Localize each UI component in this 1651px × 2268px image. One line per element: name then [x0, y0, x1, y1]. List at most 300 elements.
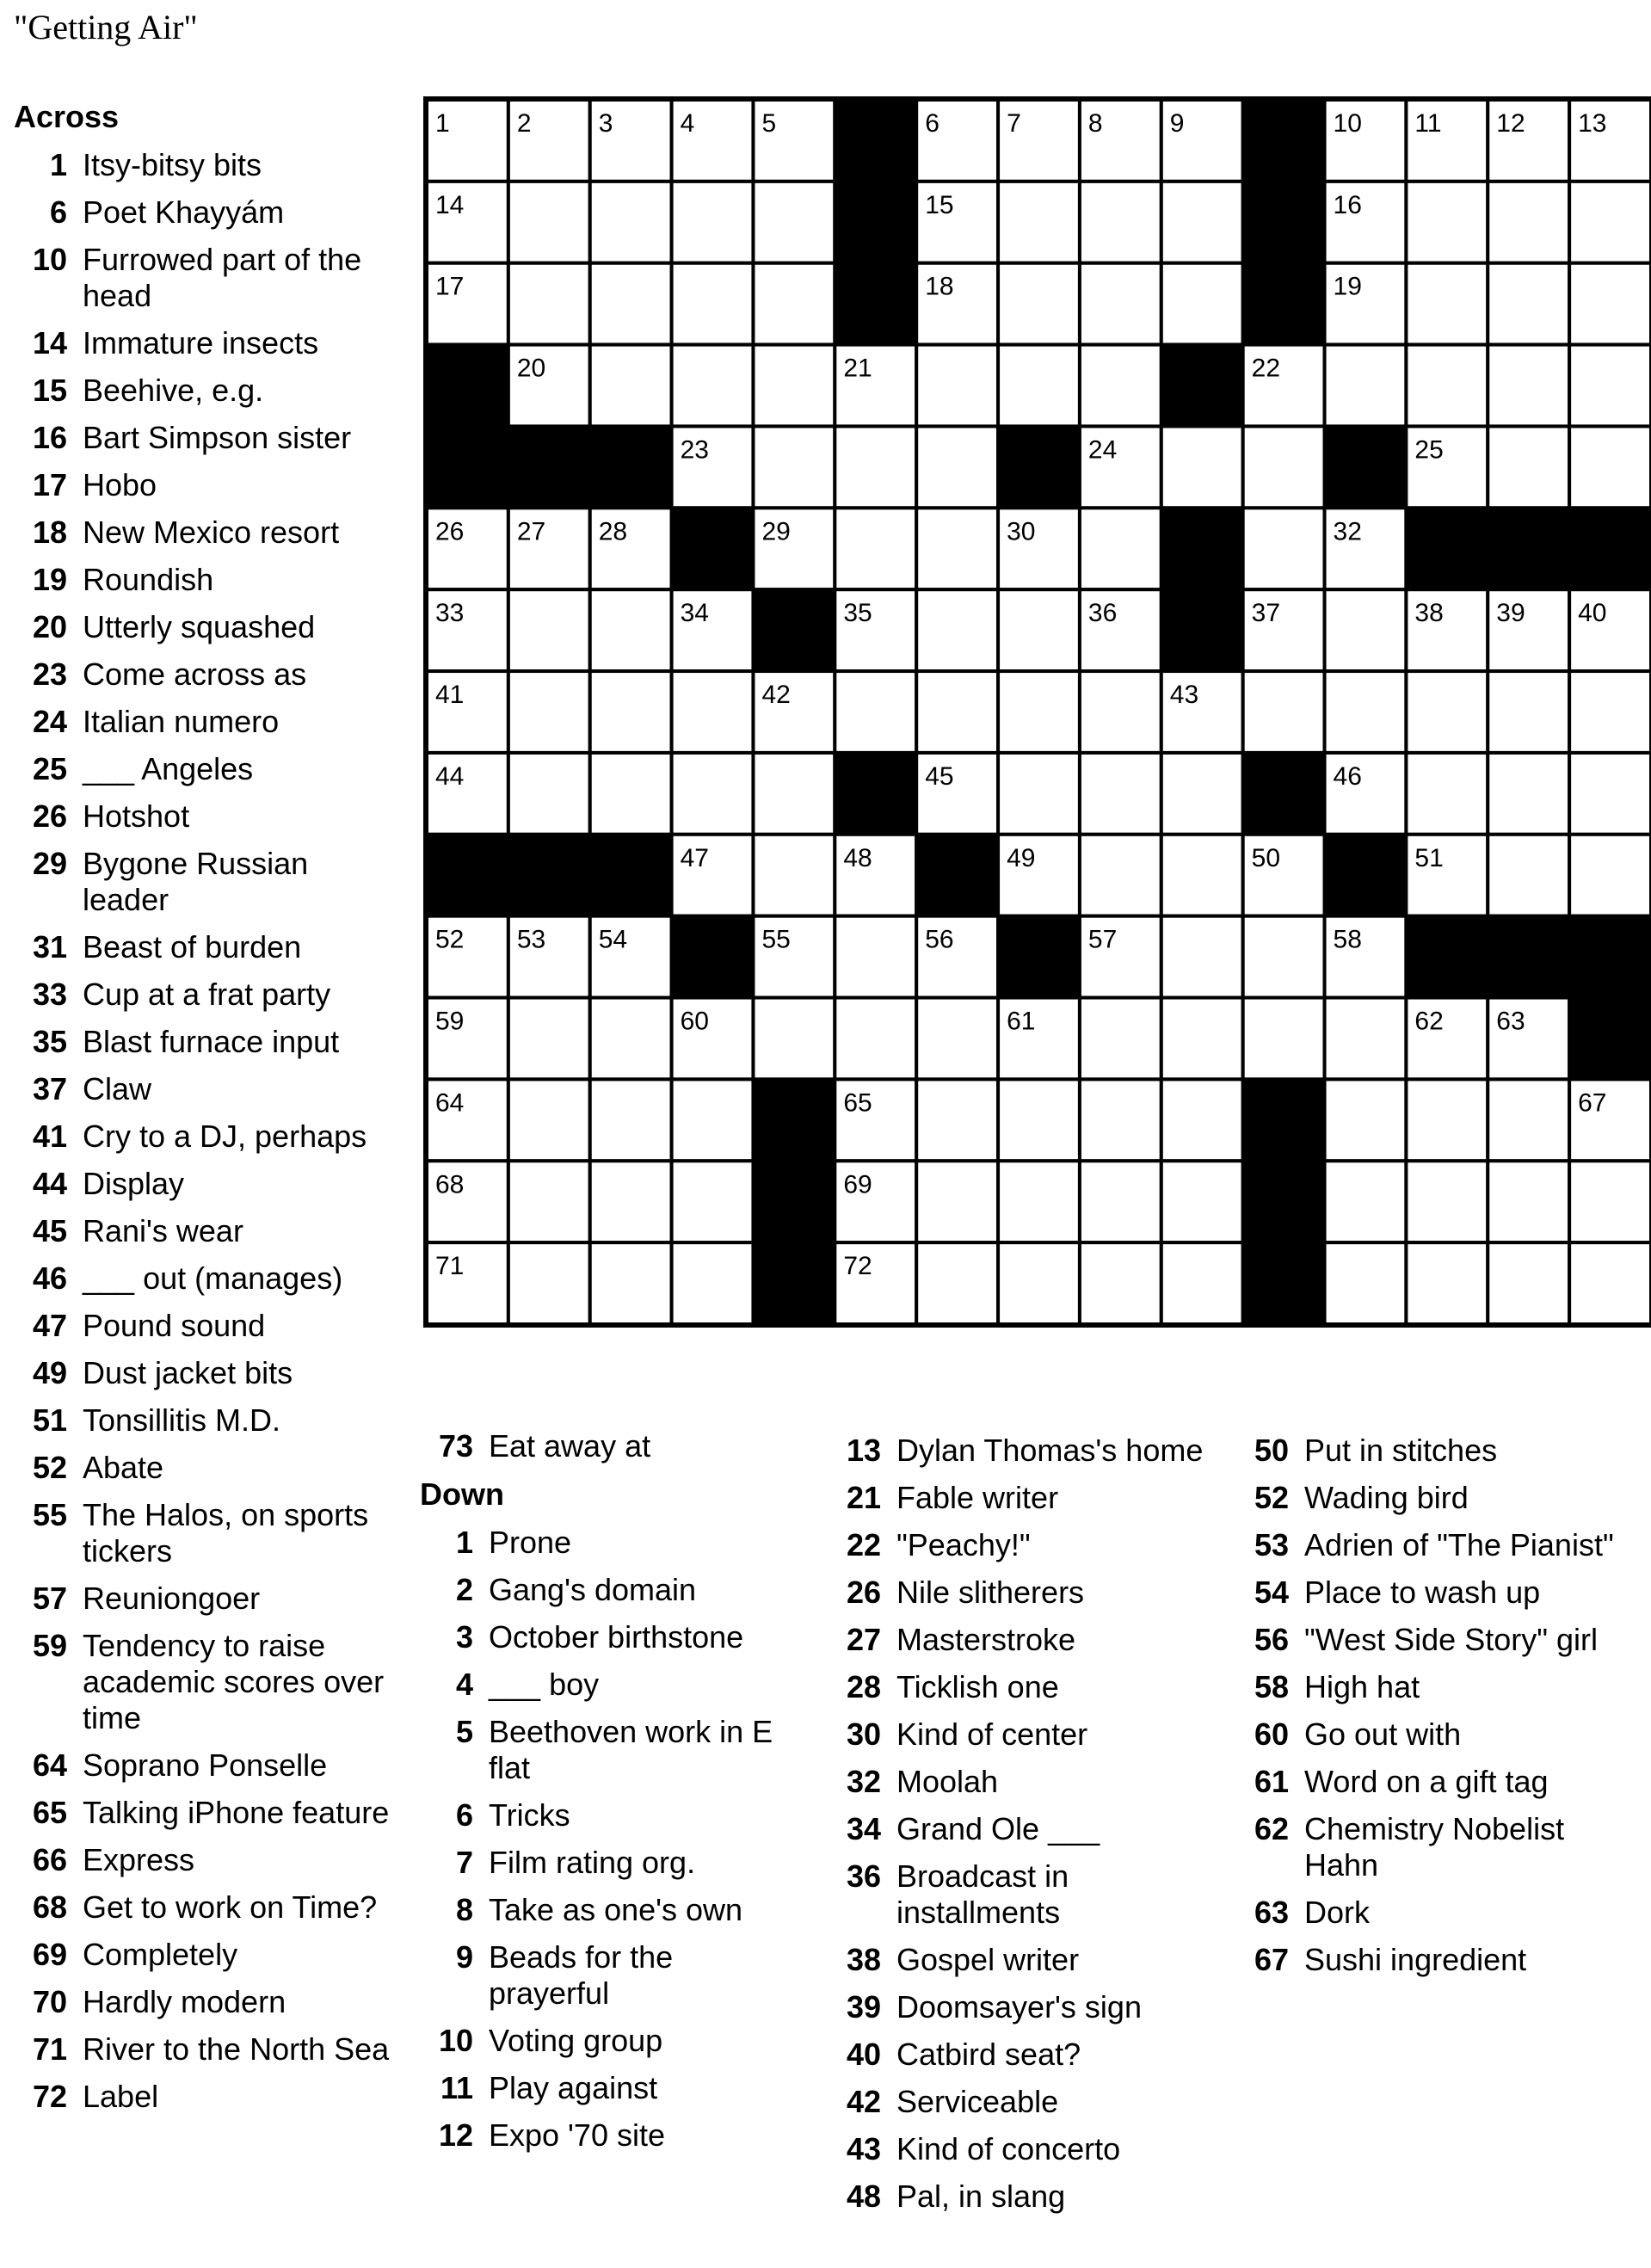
clue-item [420, 1619, 798, 1655]
clue-text: Word on a gift tag [1304, 1764, 1549, 1799]
cell-number: 5 [761, 109, 777, 138]
across-heading: Across [14, 99, 120, 134]
grid-cell[interactable] [1080, 1161, 1161, 1242]
cell-number: 71 [435, 1252, 465, 1281]
clue-number: 37 [32, 1071, 67, 1106]
grid-cell[interactable] [1161, 835, 1243, 916]
cell-number: 45 [925, 761, 954, 791]
clue-item [14, 704, 392, 740]
grid-cell[interactable] [590, 998, 672, 1080]
cell-number: 14 [435, 190, 465, 219]
clue-item [14, 2079, 392, 2115]
clue-number: 6 [49, 194, 67, 230]
clue-number: 24 [32, 704, 67, 739]
grid-cell[interactable] [1488, 182, 1569, 263]
clue-number: 12 [438, 2117, 473, 2153]
cell-number: 3 [598, 109, 613, 138]
grid-cell[interactable] [590, 182, 672, 263]
clue-text: Abate [83, 1450, 164, 1485]
clue-item [14, 1842, 392, 1878]
cell-number: 7 [1007, 109, 1021, 138]
clue-item [14, 751, 392, 787]
grid-cell[interactable] [753, 426, 835, 508]
clue-text: Claw [83, 1071, 152, 1106]
cell-number: 12 [1496, 109, 1525, 138]
grid-black-square [1325, 426, 1407, 508]
clue-text: Italian numero [83, 704, 280, 739]
grid-cell[interactable] [1569, 835, 1651, 916]
cell-number: 53 [516, 925, 546, 954]
grid-cell[interactable] [1080, 998, 1161, 1080]
cell-number: 6 [925, 109, 939, 138]
grid-cell[interactable] [1569, 182, 1651, 263]
grid-cell[interactable] [916, 426, 998, 508]
grid-cell[interactable] [835, 426, 916, 508]
cell-number: 40 [1578, 599, 1607, 628]
clue-number: 6 [455, 1797, 473, 1833]
cell-number: 30 [1007, 517, 1036, 546]
clue-item [14, 1071, 392, 1107]
clue-number: 23 [32, 656, 67, 692]
clue-number: 66 [32, 1842, 67, 1877]
clue-text: Display [83, 1166, 185, 1201]
grid-cell[interactable] [835, 998, 916, 1080]
grid-cell[interactable] [1325, 671, 1407, 753]
grid-cell[interactable] [1080, 671, 1161, 753]
grid-black-square [835, 753, 916, 835]
clue-item [420, 1428, 798, 1464]
cell-number: 65 [843, 1088, 872, 1118]
grid-cell[interactable] [1569, 426, 1651, 508]
clue-number: 52 [1254, 1480, 1289, 1515]
cell-number: 31 [1169, 517, 1199, 546]
clue-item [14, 147, 392, 183]
clue-number: 53 [1254, 1527, 1289, 1562]
clue-number: 5 [455, 1714, 473, 1749]
clue-text: New Mexico resort [83, 515, 340, 550]
cell-number: 39 [1496, 599, 1525, 628]
grid-cell[interactable] [1406, 671, 1488, 753]
clue-item [828, 2084, 1206, 2120]
grid-cell[interactable] [590, 589, 672, 671]
grid-cell[interactable] [998, 1161, 1080, 1242]
clue-text: Grand Ole ___ [896, 1811, 1100, 1846]
clue-text: "West Side Story" girl [1304, 1622, 1598, 1657]
clue-item [828, 2179, 1206, 2215]
grid-cell[interactable] [998, 753, 1080, 835]
clue-text: Beethoven work in E flat [489, 1714, 773, 1785]
clue-text: October birthstone [489, 1619, 744, 1655]
cell-number: 37 [1251, 599, 1281, 628]
clue-text: Immature insects [83, 325, 319, 361]
grid-cell[interactable] [1080, 1242, 1161, 1324]
grid-cell[interactable] [1080, 835, 1161, 916]
grid-cell[interactable] [916, 508, 998, 589]
grid-cell[interactable] [1406, 1242, 1488, 1324]
clue-number: 30 [846, 1716, 881, 1752]
cell-number: 2 [516, 109, 532, 138]
grid-cell[interactable] [672, 263, 754, 345]
clue-number: 16 [32, 420, 67, 455]
clue-item [14, 194, 392, 231]
clue-text: Hardly modern [83, 1984, 286, 2019]
cell-number: 22 [1251, 354, 1281, 383]
clue-number: 9 [455, 1939, 473, 1975]
grid-cell[interactable] [1406, 182, 1488, 263]
clue-number: 26 [32, 798, 67, 834]
grid-cell[interactable] [1243, 916, 1325, 998]
clue-item [1235, 1716, 1614, 1753]
grid-black-square [1243, 182, 1325, 263]
grid-cell[interactable] [753, 998, 835, 1080]
clue-item [828, 1433, 1206, 1469]
grid-cell[interactable] [998, 589, 1080, 671]
grid-cell[interactable] [1080, 345, 1161, 427]
grid-cell[interactable] [1569, 345, 1651, 427]
grid-cell[interactable] [1080, 263, 1161, 345]
grid-cell[interactable] [1161, 916, 1243, 998]
clue-number: 56 [1254, 1622, 1289, 1657]
grid-cell[interactable] [1161, 998, 1243, 1080]
clue-item [14, 1984, 392, 2020]
grid-black-square [1243, 100, 1325, 182]
grid-cell[interactable] [590, 263, 672, 345]
clue-item [14, 242, 392, 314]
grid-black-square [590, 835, 672, 916]
grid-cell[interactable] [672, 345, 754, 427]
clue-item [14, 609, 392, 645]
clue-text: Tricks [489, 1797, 570, 1833]
clue-number: 54 [1254, 1575, 1289, 1610]
grid-cell[interactable] [672, 1079, 754, 1161]
grid-cell[interactable] [508, 753, 590, 835]
grid-cell[interactable] [916, 1079, 998, 1161]
clue-item [14, 1628, 392, 1736]
grid-black-square [998, 426, 1080, 508]
grid-cell[interactable] [508, 263, 590, 345]
clue-text: Talking iPhone feature [83, 1795, 390, 1830]
clue-text: ___ boy [489, 1667, 600, 1702]
clue-text: Completely [83, 1937, 238, 1972]
cell-number: 48 [843, 843, 872, 872]
clue-text: ___ out (manages) [83, 1260, 343, 1296]
clue-text: Beads for the prayerful [489, 1939, 674, 2011]
grid-cell[interactable] [1325, 345, 1407, 427]
grid-cell[interactable] [1243, 671, 1325, 753]
grid-cell[interactable] [998, 1242, 1080, 1324]
grid-black-square [1161, 589, 1243, 671]
grid-cell[interactable] [1488, 263, 1569, 345]
grid-cell[interactable] [753, 182, 835, 263]
clue-text: Blast furnace input [83, 1024, 340, 1059]
grid-cell[interactable] [672, 1161, 754, 1242]
grid-cell[interactable] [508, 1242, 590, 1324]
clue-number: 21 [846, 1480, 881, 1515]
cell-number: 8 [1087, 109, 1103, 138]
grid-cell[interactable] [998, 671, 1080, 753]
grid-black-square [1569, 508, 1651, 589]
grid-cell[interactable] [916, 1242, 998, 1324]
grid-cell[interactable] [1406, 1161, 1488, 1242]
clue-text: Pal, in slang [896, 2179, 1066, 2214]
grid-cell[interactable] [753, 753, 835, 835]
clue-number: 62 [1254, 1811, 1289, 1846]
grid-cell[interactable] [1569, 753, 1651, 835]
grid-cell[interactable] [998, 345, 1080, 427]
clue-text: Doomsayer's sign [896, 1989, 1142, 2025]
clue-item [14, 515, 392, 551]
cell-number: 73 [1251, 1252, 1281, 1281]
clue-number: 68 [32, 1889, 67, 1925]
clue-number: 67 [1254, 1942, 1289, 1977]
grid-cell[interactable] [998, 1079, 1080, 1161]
clue-item [14, 325, 392, 361]
clue-item [828, 1480, 1206, 1516]
clue-text: Express [83, 1842, 195, 1877]
grid-cell[interactable] [1488, 671, 1569, 753]
grid-cell[interactable] [672, 182, 754, 263]
grid-cell[interactable] [1161, 263, 1243, 345]
grid-cell[interactable] [998, 182, 1080, 263]
clue-item [14, 1308, 392, 1344]
clue-item [420, 2117, 798, 2154]
grid-cell[interactable] [590, 1161, 672, 1242]
grid-cell[interactable] [835, 671, 916, 753]
clue-text: ___ Angeles [83, 751, 254, 786]
clue-item [420, 2070, 798, 2106]
clue-number: 47 [32, 1308, 67, 1343]
clue-text: River to the North Sea [83, 2031, 390, 2067]
cell-number: 66 [1251, 1088, 1281, 1118]
grid-black-square [1406, 508, 1488, 589]
grid-cell[interactable] [998, 263, 1080, 345]
grid-cell[interactable] [1243, 426, 1325, 508]
cell-number: 27 [516, 517, 546, 546]
grid-cell[interactable] [1325, 589, 1407, 671]
clue-item [420, 1572, 798, 1608]
clue-number: 44 [32, 1166, 67, 1201]
grid-black-square [753, 1242, 835, 1324]
clue-item [14, 977, 392, 1013]
clue-text: Tendency to raise academic scores over time [83, 1628, 385, 1735]
clue-text: Beast of burden [83, 929, 302, 965]
grid-cell[interactable] [753, 345, 835, 427]
clue-text: Dork [1304, 1895, 1371, 1930]
grid-cell[interactable] [916, 1161, 998, 1242]
grid-cell[interactable] [1488, 1161, 1569, 1242]
clue-number: 34 [846, 1811, 881, 1846]
clue-text: Furrowed part of the head [83, 242, 362, 313]
clue-text: Adrien of "The Pianist" [1304, 1527, 1614, 1562]
clue-text: Gang's domain [489, 1572, 697, 1607]
grid-cell[interactable] [590, 1079, 672, 1161]
grid-black-square [427, 426, 508, 508]
clue-item [14, 562, 392, 598]
grid-cell[interactable] [1406, 1079, 1488, 1161]
grid-cell[interactable] [1406, 753, 1488, 835]
grid-cell[interactable] [1488, 426, 1569, 508]
grid-cell[interactable] [1406, 263, 1488, 345]
clue-number: 31 [32, 929, 67, 965]
clue-number: 63 [1254, 1895, 1289, 1930]
clue-text: Ticklish one [896, 1669, 1059, 1704]
clue-item [828, 1575, 1206, 1611]
clue-text: Go out with [1304, 1716, 1462, 1752]
clue-number: 58 [1254, 1669, 1289, 1704]
clue-number: 15 [32, 373, 67, 408]
grid-cell[interactable] [1488, 345, 1569, 427]
cell-number: 59 [435, 1007, 465, 1036]
grid-cell[interactable] [1243, 508, 1325, 589]
clue-number: 49 [32, 1355, 67, 1390]
cell-number: 34 [680, 599, 709, 628]
grid-cell[interactable] [1406, 345, 1488, 427]
clue-item [14, 1581, 392, 1617]
grid-cell[interactable] [1161, 426, 1243, 508]
clue-number: 46 [32, 1260, 67, 1296]
across-clue-list-continued [420, 1428, 798, 1464]
clue-text: Label [83, 2079, 159, 2114]
cell-number: 11 [1414, 109, 1442, 138]
clue-text: Itsy-bitsy bits [83, 147, 262, 182]
clue-number: 1 [49, 147, 67, 182]
cell-number: 43 [1169, 681, 1199, 710]
grid-cell[interactable] [1161, 1079, 1243, 1161]
grid-black-square [1243, 263, 1325, 345]
grid-cell[interactable] [1569, 671, 1651, 753]
clue-item [420, 1525, 798, 1561]
cell-number: 36 [1087, 599, 1118, 628]
cell-number: 60 [680, 1007, 709, 1036]
grid-cell[interactable] [508, 1079, 590, 1161]
clue-text: Wading bird [1304, 1480, 1469, 1515]
clue-text: Expo '70 site [489, 2117, 665, 2153]
grid-cell[interactable] [916, 998, 998, 1080]
grid-cell[interactable] [1569, 263, 1651, 345]
grid-cell[interactable] [1080, 1079, 1161, 1161]
grid-black-square [1406, 916, 1488, 998]
grid-cell[interactable] [916, 345, 998, 427]
grid-cell[interactable] [1161, 1242, 1243, 1324]
clue-number: 27 [846, 1622, 881, 1657]
clue-number: 36 [846, 1858, 881, 1894]
grid-cell[interactable] [1488, 1242, 1569, 1324]
grid-cell[interactable] [590, 345, 672, 427]
clue-text: Take as one's own [489, 1892, 743, 1927]
clue-text: Utterly squashed [83, 609, 316, 644]
clue-number: 55 [32, 1497, 67, 1532]
clue-text: Place to wash up [1304, 1575, 1541, 1610]
clue-number: 29 [32, 846, 67, 881]
grid-black-square [1325, 835, 1407, 916]
cell-number: 33 [435, 599, 465, 628]
grid-cell[interactable] [672, 671, 754, 753]
grid-cell[interactable] [835, 508, 916, 589]
grid-cell[interactable] [1080, 508, 1161, 589]
grid-cell[interactable] [916, 671, 998, 753]
cell-number: 50 [1251, 843, 1281, 872]
clue-text: Come across as [83, 656, 307, 692]
grid-cell[interactable] [508, 671, 590, 753]
grid-cell[interactable] [1488, 1079, 1569, 1161]
grid-black-square [427, 345, 508, 427]
grid-cell[interactable] [672, 753, 754, 835]
clue-text: Pound sound [83, 1308, 266, 1343]
cell-number: 72 [843, 1252, 872, 1281]
clue-item [828, 1669, 1206, 1705]
clue-number: 28 [846, 1669, 881, 1704]
grid-cell[interactable] [590, 671, 672, 753]
grid-cell[interactable] [1569, 1161, 1651, 1242]
grid-cell[interactable] [508, 998, 590, 1080]
grid-cell[interactable] [1161, 753, 1243, 835]
clue-text: Eat away at [489, 1428, 651, 1464]
grid-cell[interactable] [672, 1242, 754, 1324]
down-clues-column-2 [828, 1433, 1206, 2226]
clue-number: 19 [32, 562, 67, 597]
clue-text: Get to work on Time? [83, 1889, 378, 1925]
grid-cell[interactable] [1325, 1242, 1407, 1324]
down-clue-list-3 [1235, 1433, 1614, 1978]
grid-cell[interactable] [1161, 182, 1243, 263]
grid-cell[interactable] [1569, 1242, 1651, 1324]
grid-cell[interactable] [1080, 753, 1161, 835]
clue-text: Reuniongoer [83, 1581, 261, 1616]
grid-cell[interactable] [753, 263, 835, 345]
grid-cell[interactable] [1488, 835, 1569, 916]
clue-item [14, 1119, 392, 1155]
cell-number: 69 [843, 1170, 872, 1199]
cell-number: 18 [925, 272, 954, 301]
clue-text: Kind of center [896, 1716, 1088, 1752]
clue-text: The Halos, on sports tickers [83, 1497, 369, 1568]
grid-cell[interactable] [590, 1242, 672, 1324]
clue-item [828, 1942, 1206, 1978]
grid-cell[interactable] [1161, 1161, 1243, 1242]
cell-number: 28 [598, 517, 628, 546]
cell-number: 16 [1333, 190, 1362, 219]
grid-cell[interactable] [590, 753, 672, 835]
clue-number: 42 [846, 2084, 881, 2119]
grid-cell[interactable] [753, 835, 835, 916]
clue-item [14, 1213, 392, 1249]
clue-number: 25 [32, 751, 67, 786]
grid-cell[interactable] [508, 182, 590, 263]
grid-cell[interactable] [916, 589, 998, 671]
clue-item [14, 1795, 392, 1831]
grid-black-square [1569, 916, 1651, 998]
cell-number: 54 [598, 925, 628, 954]
grid-cell[interactable] [508, 1161, 590, 1242]
clue-text: Voting group [489, 2023, 663, 2058]
grid-cell[interactable] [1243, 998, 1325, 1080]
grid-cell[interactable] [1080, 182, 1161, 263]
grid-cell[interactable] [835, 916, 916, 998]
cell-number: 23 [680, 435, 709, 465]
clue-number: 73 [438, 1428, 473, 1464]
grid-black-square [998, 916, 1080, 998]
grid-cell[interactable] [1325, 998, 1407, 1080]
grid-cell[interactable] [1325, 1079, 1407, 1161]
grid-cell[interactable] [508, 589, 590, 671]
clue-number: 7 [455, 1845, 473, 1880]
grid-cell[interactable] [1488, 753, 1569, 835]
clue-item [1235, 1764, 1614, 1800]
clue-item [14, 1889, 392, 1926]
grid-cell[interactable] [1325, 1161, 1407, 1242]
clue-item [420, 1667, 798, 1703]
cell-number: 57 [1087, 925, 1118, 954]
